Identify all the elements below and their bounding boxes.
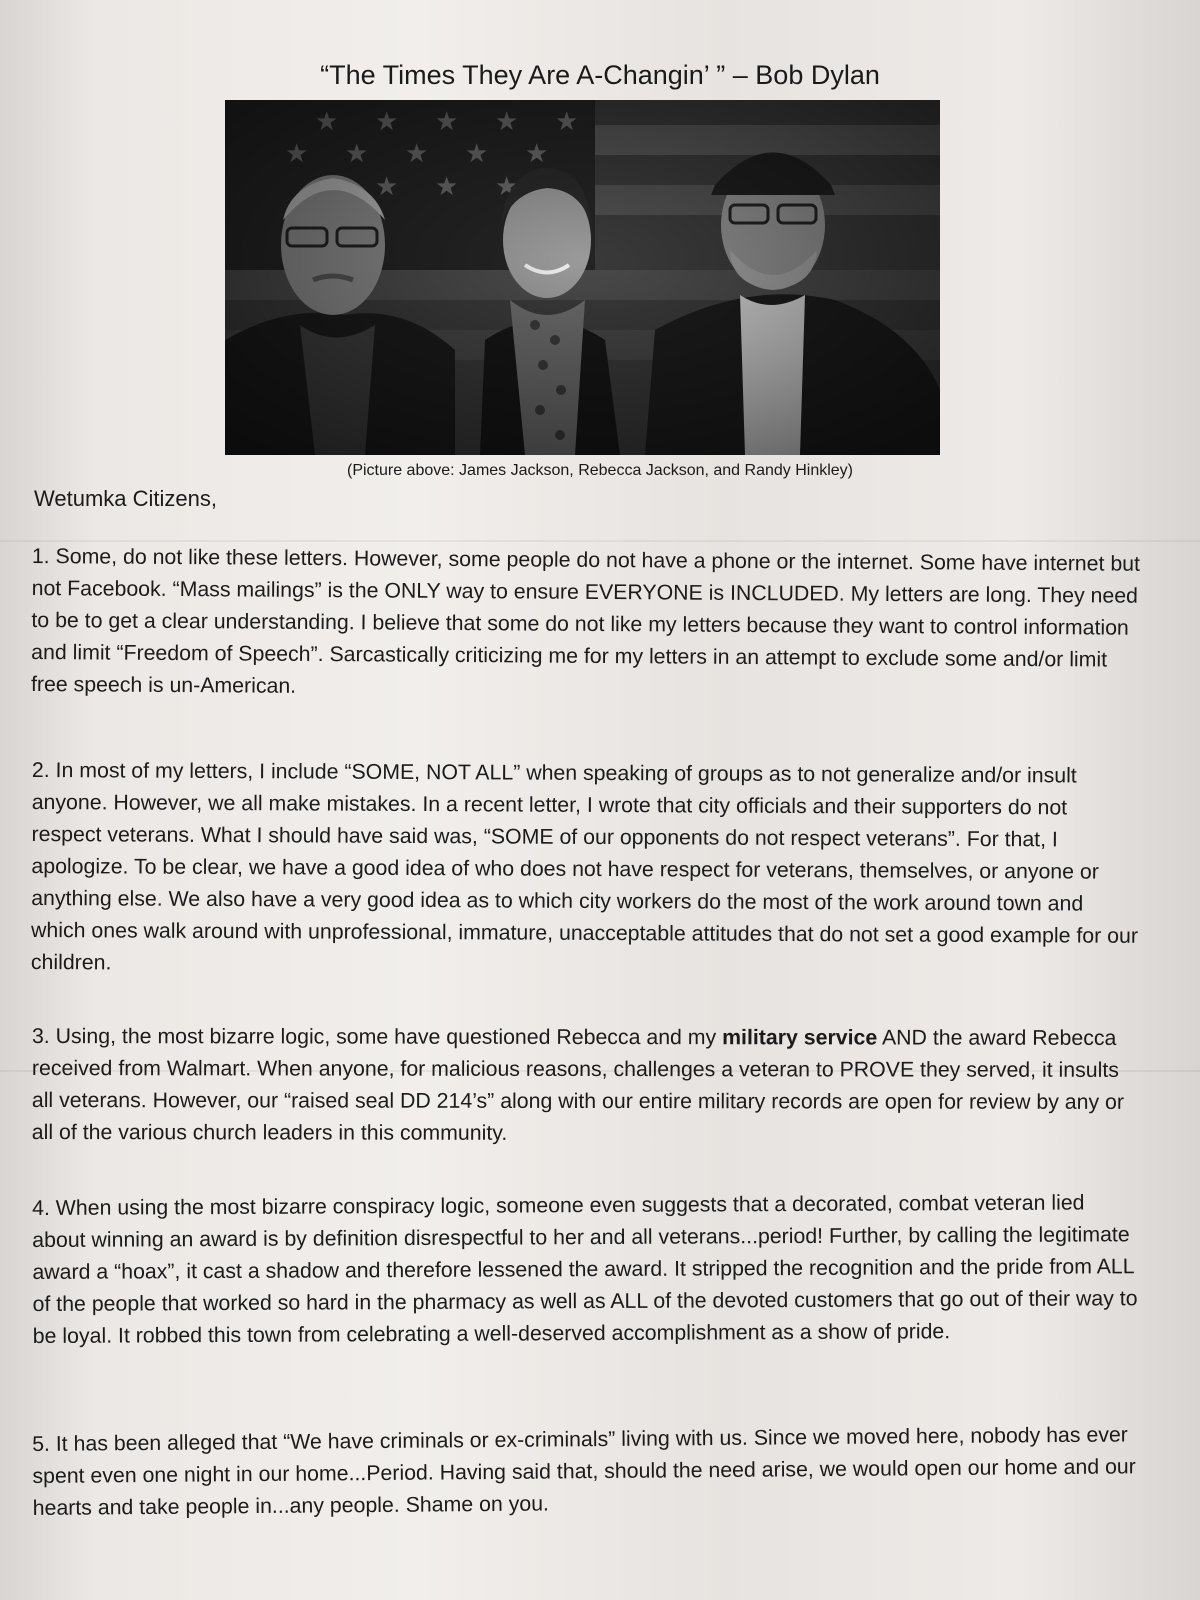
paragraph-3-start: 3. Using, the most bizarre logic, some have questioned Rebecca and my <box>31 1024 723 1050</box>
paragraph-1: 1. Some, do not like these letters. However, some people do not have a phone or the internet. Some have internet but not Facebook. “Mass mailings” is the ONLY way to ensure EVERYONE is INCLUDED. My letters are long. They need to be to get a clear understanding. I believe that some do not like my letters because they want to control information and limit “Freedom of Speech”. Sarcastically criticizing me for my letters in an attempt to exclude some and/or limit free speech is un-American. <box>30 543 1141 698</box>
photo-illustration <box>225 100 940 455</box>
paragraph-3-end: AND the award Rebecca received from Walmart. When anyone, for malicious reasons, challenges a veteran to PROVE they served, it insults all veterans. However, our “raised seal DD 214’s” along with our entire military records are open for review by any or all of the various church leaders in this community. <box>31 1025 1125 1145</box>
paragraph-3 <box>32 1020 1142 1150</box>
photo-caption: (Picture above: James Jackson, Rebecca Jackson, and Randy Hinkley) <box>346 462 853 479</box>
paragraph-2: 2. In most of my letters, I include “SOME, NOT ALL” when speaking of groups as to not generalize and/or insult anyone. However, we all make mistakes. In a recent letter, I wrote that city officials and their supporters do not respect veterans. What I should have said was, “SOME of our opponents do not respect veterans”. For that, I apologize. To be clear, we have a good idea of who does not have respect for veterans, themselves, or anyone or anything else. We also have a very good idea as to which city workers do the most of the work around town and which ones walk around with unprofessional, immature, unacceptable attitudes that do not set a good example for our children. <box>30 757 1139 975</box>
group-photo <box>225 100 940 455</box>
paragraph-5: 5. It has been alleged that “We have criminals or ex-criminals” living with us. Since we moved here, nobody has ever spent even one night in our home...Period. Having said that, should the need arise, we would open our home and our hearts and take people in...any people. Shame on you. <box>32 1422 1136 1520</box>
salutation: Wetumka Citizens, <box>34 486 217 511</box>
paragraph-4: 4. When using the most bizarre conspiracy logic, someone even suggests that a decorated, combat veteran lied about winning an award is by definition disrespectful to her and all veterans...period! Further, by calling the legitimate award a “hoax”, it cast a shadow and therefore lessened the award. It stripped the recognition and the pride from ALL of the people that worked so hard in the pharmacy as well as ALL of the devoted customers that go out of their way to be loyal. It robbed this town from celebrating a well-deserved accomplishment as a show of pride. <box>32 1190 1138 1348</box>
paragraph-3-bold: military service <box>722 1025 878 1050</box>
letter-title: “The Times They Are A-Changin’ ” – Bob Dylan <box>320 60 880 90</box>
